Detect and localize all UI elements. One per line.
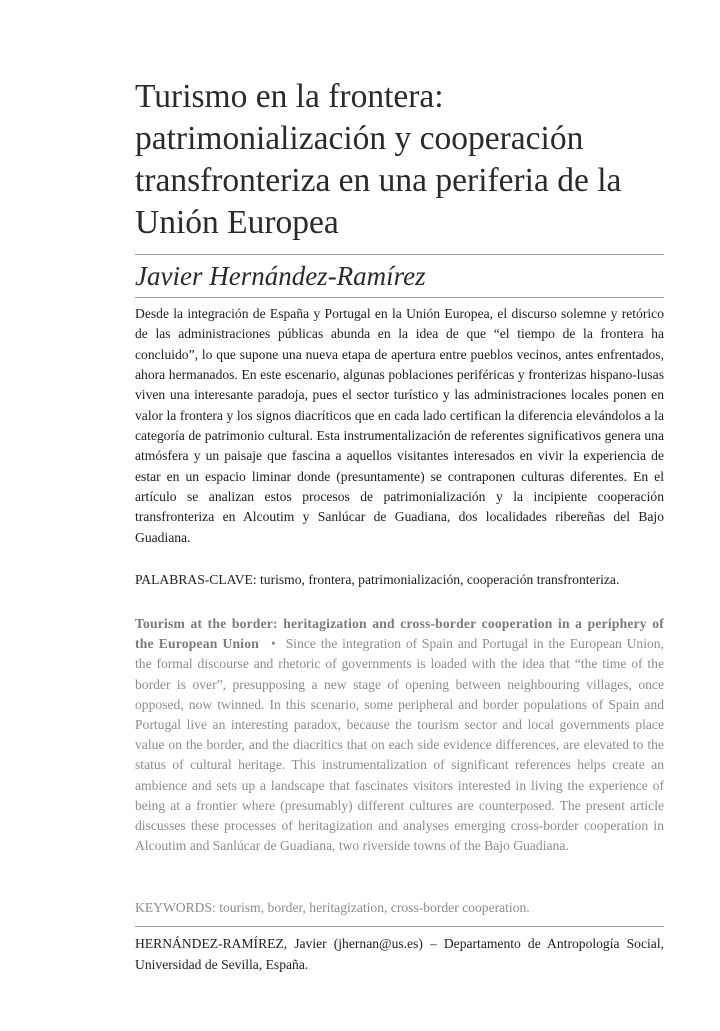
abstract-spanish: Desde la integración de España y Portugal en la Unión Europea, el discurso solemne y retórico de las administraciones públicas abunda en la idea de que “el tiempo de la frontera ha concluido”, lo que supone una nueva etapa de apertura entre pueblos vecinos, antes enfrentados, ahora hermanados. En este escenario, algunas poblaciones periféricas y fronterizas hispano-lusas viven una interesante paradoja, pues el sector turístico y las administraciones locales ponen en valor la frontera y los signos diacríticos que en cada lado certifican la diferencia elevándolos a la categoría de patrimonio cultural. Esta instrumentalización de referentes significativos genera una atmósfera y un paisaje que fascina a aquellos visitantes interesados en vivir la experiencia de estar en un espacio liminar donde (presuntamente) se contraponen culturas diferentes. En el artículo se analizan estos procesos de patrimonialización y la incipiente cooperación transfronteriza en Alcoutim y Sanlúcar de Guadiana, dos localidades ribereñas del Bajo Guadiana. <box>135 306 664 545</box>
article-title: Turismo en la frontera: patrimonialización y cooperación transfronteriza en una periferia de la Unión Europea <box>135 78 622 241</box>
title-divider <box>135 254 664 255</box>
affiliation-divider <box>135 926 664 927</box>
author-affiliation: HERNÁNDEZ-RAMÍREZ, Javier (jhernan@us.es) – Departamento de Antropología Social, Universidad de Sevilla, España. <box>135 936 664 972</box>
bullet-separator: • <box>270 636 276 652</box>
author-divider <box>135 297 664 298</box>
abstract-english <box>135 614 664 856</box>
author-name: Javier Hernández-Ramírez <box>135 261 426 291</box>
english-title: Tourism at the border: heritagization and cross-border cooperation in a periphery of the European Union <box>135 616 664 652</box>
keywords-spanish: PALABRAS-CLAVE: turismo, frontera, patrimonialización, cooperación transfronteriza. <box>135 572 620 587</box>
keywords-english: KEYWORDS: tourism, border, heritagization, cross-border cooperation. <box>135 900 530 915</box>
abstract-english-text: Since the integration of Spain and Portugal in the European Union, the formal discourse and rhetoric of governments is loaded with the idea that “the time of the border is over”, presupposing a new stage of opening between neighbouring villages, once opposed, now twinned. In this scenario, some peripheral and border populations of Spain and Portugal live an interesting paradox, because the tourism sector and local governments place value on the border, and the diacritics that on each side evidence differences, are elevated to the status of cultural heritage. This instrumentalization of significant references helps create an ambience and sets up a landscape that fascinates visitors interested in living the experience of being at a frontier where (presumably) different cultures are counterposed. The present article discusses these processes of heritagization and analyses emerging cross-border cooperation in Alcoutim and Sanlúcar de Guadiana, two riverside towns of the Bajo Guadiana. <box>135 636 664 854</box>
